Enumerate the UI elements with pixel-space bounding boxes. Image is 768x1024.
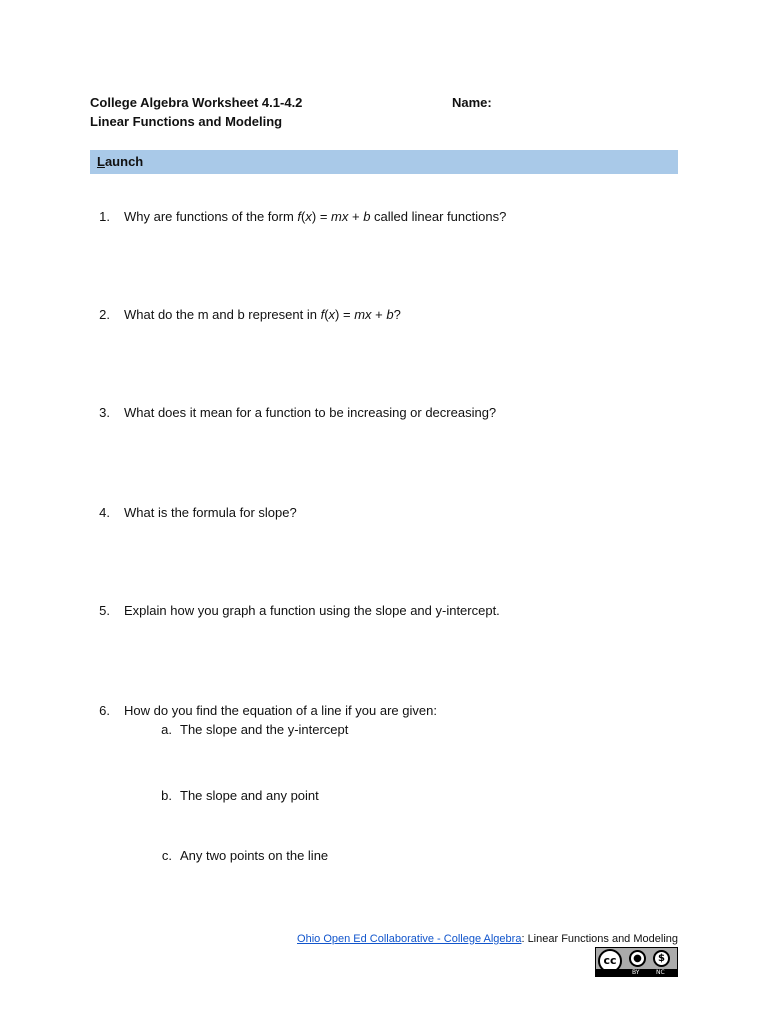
license-strip bbox=[596, 969, 677, 976]
q1-var-x: x bbox=[305, 209, 312, 224]
q1-text-mid: ) = bbox=[311, 209, 332, 224]
q1-func-f: f bbox=[297, 209, 302, 224]
question-number: 3. bbox=[99, 405, 110, 420]
attribution-icon: ● bbox=[629, 950, 646, 967]
launch-section-bar bbox=[90, 150, 678, 174]
q2-text-post: ? bbox=[393, 307, 401, 322]
worksheet-title: College Algebra Worksheet 4.1-4.2 bbox=[90, 95, 303, 110]
nc-label: NC bbox=[656, 969, 665, 976]
question-text: What do the m and b represent in f(x) = mx + b? bbox=[124, 307, 401, 322]
q2-text-pre: What do the m and b represent in bbox=[124, 307, 321, 322]
question-number: 1. bbox=[99, 209, 110, 224]
footer-title: : Linear Functions and Modeling bbox=[521, 933, 678, 945]
question-number: 4. bbox=[99, 505, 110, 520]
question-text: What is the formula for slope? bbox=[124, 505, 297, 520]
question-text: Explain how you graph a function using the slope and y-intercept. bbox=[124, 603, 500, 618]
launch-label-rest: aunch bbox=[104, 154, 144, 169]
subitem-text: The slope and the y-intercept bbox=[180, 722, 349, 737]
footer-link-collaborative[interactable]: Ohio Open Ed Collaborative - College Algebra bbox=[297, 933, 522, 945]
question-text: Why are functions of the form f(x) = mx + b called linear functions? bbox=[124, 209, 507, 224]
q2-var-x: x bbox=[328, 307, 336, 322]
name-label: Name: bbox=[452, 95, 492, 110]
subitem-letter: c. bbox=[161, 848, 172, 863]
q1-text-pre: Why are functions of the form bbox=[124, 209, 298, 224]
q1-plus: + bbox=[348, 209, 364, 224]
q1-term-b: b bbox=[363, 209, 371, 224]
q1-text-post: called linear functions? bbox=[370, 209, 507, 224]
subitem-letter: a. bbox=[161, 722, 172, 737]
q1-term-mx: mx bbox=[331, 209, 349, 224]
by-label: BY bbox=[632, 969, 640, 976]
cc-by-nc-icon[interactable] bbox=[595, 947, 678, 977]
non-commercial-icon: $ bbox=[653, 950, 670, 967]
subitem-text: The slope and any point bbox=[180, 788, 319, 803]
footer-attribution bbox=[297, 933, 678, 945]
launch-section-label bbox=[97, 154, 143, 169]
q2-term-b: b bbox=[386, 307, 394, 322]
question-text: How do you find the equation of a line if you are given: bbox=[124, 703, 437, 718]
q2-term-mx: mx bbox=[354, 307, 372, 322]
q2-text-mid: ) = bbox=[335, 307, 355, 322]
subitem-text: Any two points on the line bbox=[180, 848, 329, 863]
q2-plus: + bbox=[371, 307, 387, 322]
question-number: 6. bbox=[99, 703, 110, 718]
q2-func-f: f bbox=[320, 307, 325, 322]
worksheet-subtitle: Linear Functions and Modeling bbox=[90, 114, 283, 129]
question-number: 5. bbox=[99, 603, 110, 618]
question-text: What does it mean for a function to be increasing or decreasing? bbox=[124, 405, 497, 420]
launch-label-first-letter: L bbox=[97, 154, 105, 169]
subitem-letter: b. bbox=[161, 788, 172, 803]
question-number: 2. bbox=[99, 307, 110, 322]
cc-label: cc bbox=[603, 954, 617, 967]
